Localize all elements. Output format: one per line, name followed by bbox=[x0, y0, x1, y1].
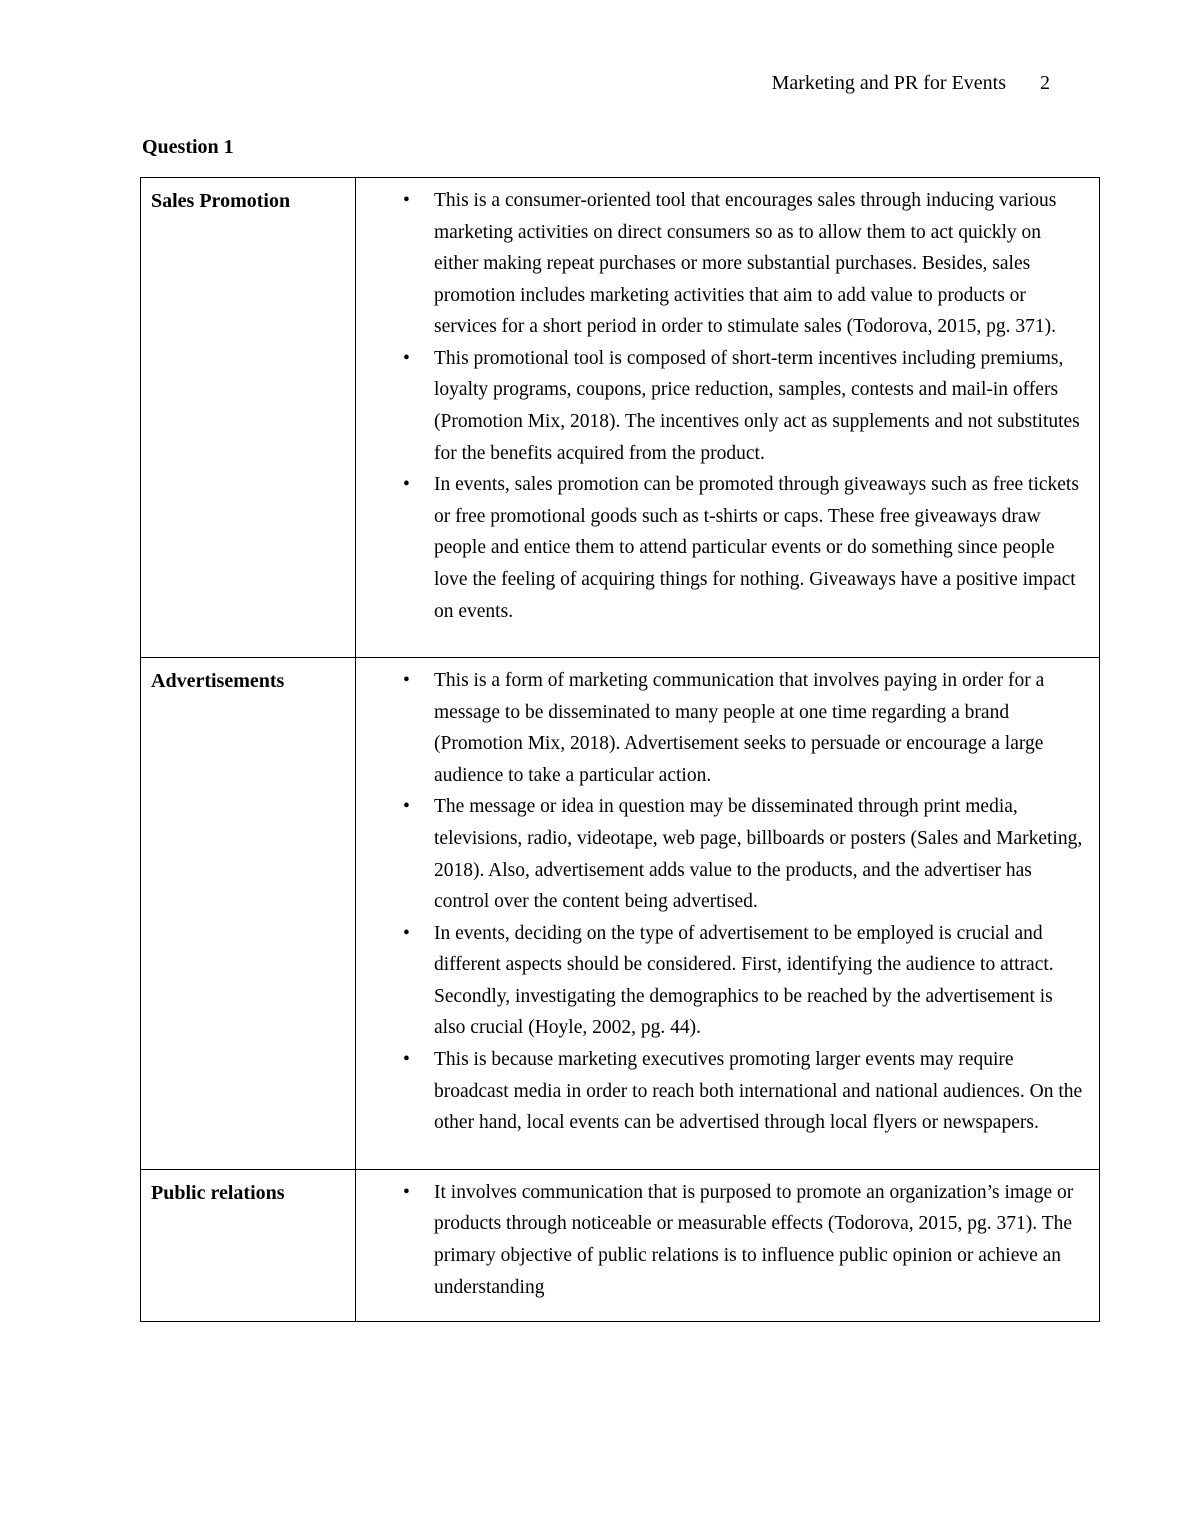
bullet-item: • This is a consumer-oriented tool that encourages sales through inducing various marketing activities on direct consumers so as to allow them to act quickly on either making repeat purchases or more substantial purchases. Besides, sales promotion includes marketing activities that aim to add value to products or services for a short period in order to stimulate sales (Todorova, 2015, pg. 371). bbox=[434, 185, 1085, 343]
term-cell: Sales Promotion bbox=[141, 178, 356, 658]
table-row bbox=[141, 658, 1100, 1170]
bullet-item: • This promotional tool is composed of short-term incentives including premiums, loyalty programs, coupons, price reduction, samples, contests and mail-in offers (Promotion Mix, 2018). The incentives only act as supplements and not substitutes for the benefits acquired from the product. bbox=[434, 343, 1085, 469]
section-heading: Question 1 bbox=[142, 136, 234, 158]
page-number: 2 bbox=[1040, 72, 1050, 94]
term-cell: Public relations bbox=[141, 1169, 356, 1321]
bullet-list bbox=[366, 665, 1085, 1139]
table-row bbox=[141, 1169, 1100, 1321]
bullet-item: • This is because marketing executives promoting larger events may require broadcast media in order to reach both international and national audiences. On the other hand, local events can be advertised through local flyers or newspapers. bbox=[434, 1044, 1085, 1139]
description-cell bbox=[356, 178, 1100, 658]
content-table bbox=[140, 177, 1100, 1322]
bullet-list bbox=[366, 1177, 1085, 1303]
bullet-list bbox=[366, 185, 1085, 627]
bullet-item: • It involves communication that is purposed to promote an organization’s image or products through noticeable or measurable effects (Todorova, 2015, pg. 371). The primary objective of public relations is to influence public opinion or achieve an understanding bbox=[434, 1177, 1085, 1303]
description-cell bbox=[356, 1169, 1100, 1321]
bullet-item: • In events, sales promotion can be promoted through giveaways such as free tickets or free promotional goods such as t-shirts or caps. These free giveaways draw people and entice them to attend particular events or do something since people love the feeling of acquiring things for nothing. Giveaways have a positive impact on events. bbox=[434, 469, 1085, 627]
bullet-item: • The message or idea in question may be disseminated through print media, televisions, radio, videotape, web page, billboards or posters (Sales and Marketing, 2018). Also, advertisement adds value to the products, and the advertiser has control over the content being advertised. bbox=[434, 791, 1085, 917]
term-cell: Advertisements bbox=[141, 658, 356, 1170]
page-header bbox=[140, 70, 1050, 96]
description-cell bbox=[356, 658, 1100, 1170]
running-head: Marketing and PR for Events bbox=[771, 72, 1006, 94]
bullet-item: • This is a form of marketing communication that involves paying in order for a message to be disseminated to many people at one time regarding a brand (Promotion Mix, 2018). Advertisement seeks to persuade or encourage a large audience to take a particular action. bbox=[434, 665, 1085, 791]
table-row bbox=[141, 178, 1100, 658]
bullet-item: • In events, deciding on the type of advertisement to be employed is crucial and different aspects should be considered. First, identifying the audience to attract. Secondly, investigating the demographics to be reached by the advertisement is also crucial (Hoyle, 2002, pg. 44). bbox=[434, 918, 1085, 1044]
